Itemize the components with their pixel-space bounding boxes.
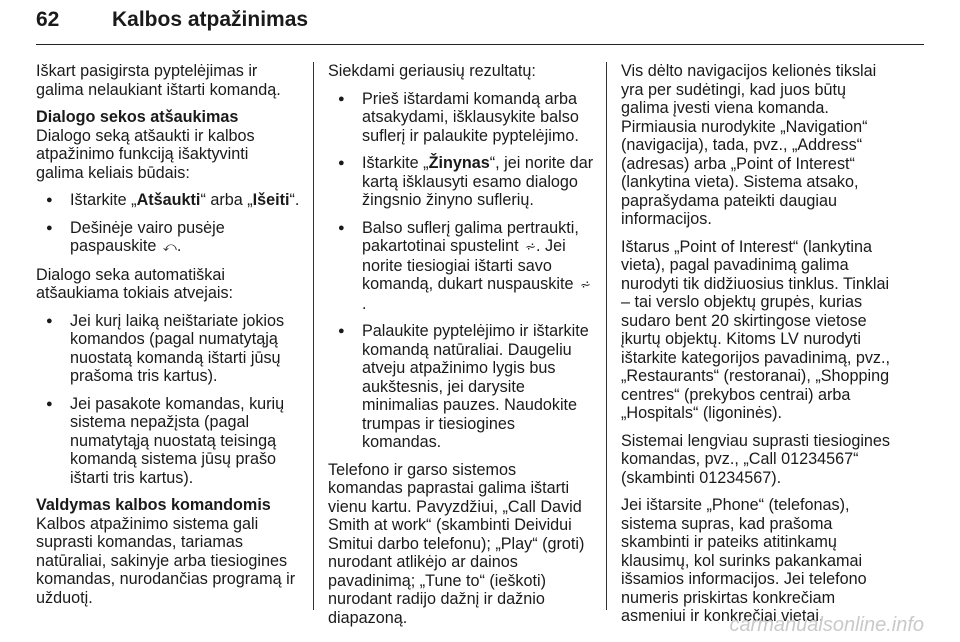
paragraph: Sistemai lengviau suprasti tiesiogines komandas, pvz., „Call 01234567“ (skambinti 01234567). <box>621 431 891 487</box>
voice-button-icon: ⩫ <box>525 239 536 254</box>
paragraph: Dialogo seką atšaukti ir kalbos atpažinimo funkciją išaktyvinti galima keliais būdais: <box>36 126 255 182</box>
list-item: ● Balso suflerį galima pertraukti, pakartotinai spustelint ⩫. Jei norite tiesiogiai ištarti savo komandą, dukart nuspauskite ⩫. <box>328 219 594 314</box>
bullet-list <box>36 312 300 488</box>
list-item: ● Prieš ištardami komandą arba atsakydami, išklausykite balso suflerį ir palaukite pyptelėjimo. <box>328 90 594 146</box>
command-help: Žinynas <box>428 154 490 172</box>
voice-button-icon: ⩫ <box>579 277 591 292</box>
command-exit: Išeiti <box>252 191 290 209</box>
list-item: ● Ištarkite „Žinynas“, jei norite dar kartą išklausyti esamo dialogo žingsnio žinyno suflerių. <box>328 154 594 210</box>
paragraph: Telefono ir garso sistemos komandas paprastai galima ištarti vienu kartu. Pavyzdžiui, „Call David Smith at work“ (skambinti Deividui Smitui darbo telefonu); „Play“ (groti) nurodant atlikėjo ar dainos pavadinimą; „Tune to“ (ieškoti) nurodant radijo dažnį ir dažnio diapazoną. <box>328 460 585 627</box>
column-3 <box>621 62 891 635</box>
page-header <box>36 6 924 48</box>
paragraph: Ištarus „Point of Interest“ (lankytina vieta), pagal pavadinimą galima nurodyti tik didžiuosius tinklus. Tinklai – tai verslo objektų grupės, kurias sudaro bent 20 skirtingose vietose įkurtų objektų. Kitoms LV nurodyti ištarkite kategorijos pavadinimą, pvz., „Restaurants“ (restoranai), „Shopping centres“ (prekybos centrai) arba „Hospitals“ (ligoninės). <box>621 237 891 422</box>
subheading-voice-control: Valdymas kalbos komandomis <box>36 496 271 514</box>
command-cancel: Atšaukti <box>136 191 201 209</box>
column-divider <box>313 62 314 610</box>
paragraph: Iškart pasigirsta pyptelėjimas ir galima nelaukiant ištarti komandą. <box>36 62 281 99</box>
paragraph: Siekdami geriausių rezultatų: <box>328 62 536 80</box>
list-item: ● Jei kurį laiką neištariate jokios komandos (pagal numatytąją nuostatą komandą ištarti jūsų prašoma tris kartus). <box>36 312 300 386</box>
list-item: ● Jei pasakote komandas, kurių sistema nepažįsta (pagal numatytąją nuostatą teisingą komandą sistema jūsų prašo ištarti tris kartus). <box>36 395 300 488</box>
hang-up-icon: ⤺ <box>162 239 177 254</box>
list-item: ● Ištarkite „Atšaukti“ arba „Išeiti“. <box>36 191 300 210</box>
list-item: ● Palaukite pyptelėjimo ir ištarkite komandą natūraliai. Daugeliu atveju atpažinimo lygis bus aukštesnis, jei darysite minimalias pauzes. Naudokite trumpas ir tiesiogines komandas. <box>328 322 594 452</box>
paragraph: Kalbos atpažinimo sistema gali suprasti komandas, tariamas natūraliai, sakinyje arba tiesiogines komandas, nurodančias programą ir užduotį. <box>36 514 296 607</box>
column-divider <box>606 62 607 610</box>
paragraph: Dialogo seka automatiškai atšaukiama tokiais atvejais: <box>36 265 234 302</box>
column-1 <box>36 62 300 616</box>
bullet-list <box>328 90 594 452</box>
section-title: Kalbos atpažinimas <box>112 8 309 31</box>
paragraph: Jei ištarsite „Phone“ (telefonas), sistema supras, kad prašoma skambinti ir pateiks atitinkamų klausimų, kol surinks pakankamai išsamios informacijos. Jei telefono numeris priskirtas konkrečiam asmeniui ir konkrečiai vietai, <box>621 496 867 625</box>
bullet-list <box>36 191 300 257</box>
header-rule <box>36 44 924 45</box>
list-item: ● Dešinėje vairo pusėje paspauskite ⤺. <box>36 219 300 257</box>
column-2 <box>328 62 594 636</box>
subheading-cancel-dialog: Dialogo sekos atšaukimas <box>36 108 239 126</box>
watermark: carmanualsonline.info <box>729 614 924 636</box>
page-number: 62 <box>36 8 60 31</box>
paragraph: Vis dėlto navigacijos kelionės tikslai yra per sudėtingi, kad juos būtų galima įvesti viena komanda. Pirmiausia nurodykite „Navigation“ (navigacija), tada, pvz., „Address“ (adresas) arba „Point of Interest“ (lankytina vieta). Sistema atsako, paprašydama pateikti daugiau informacijos. <box>621 62 877 228</box>
